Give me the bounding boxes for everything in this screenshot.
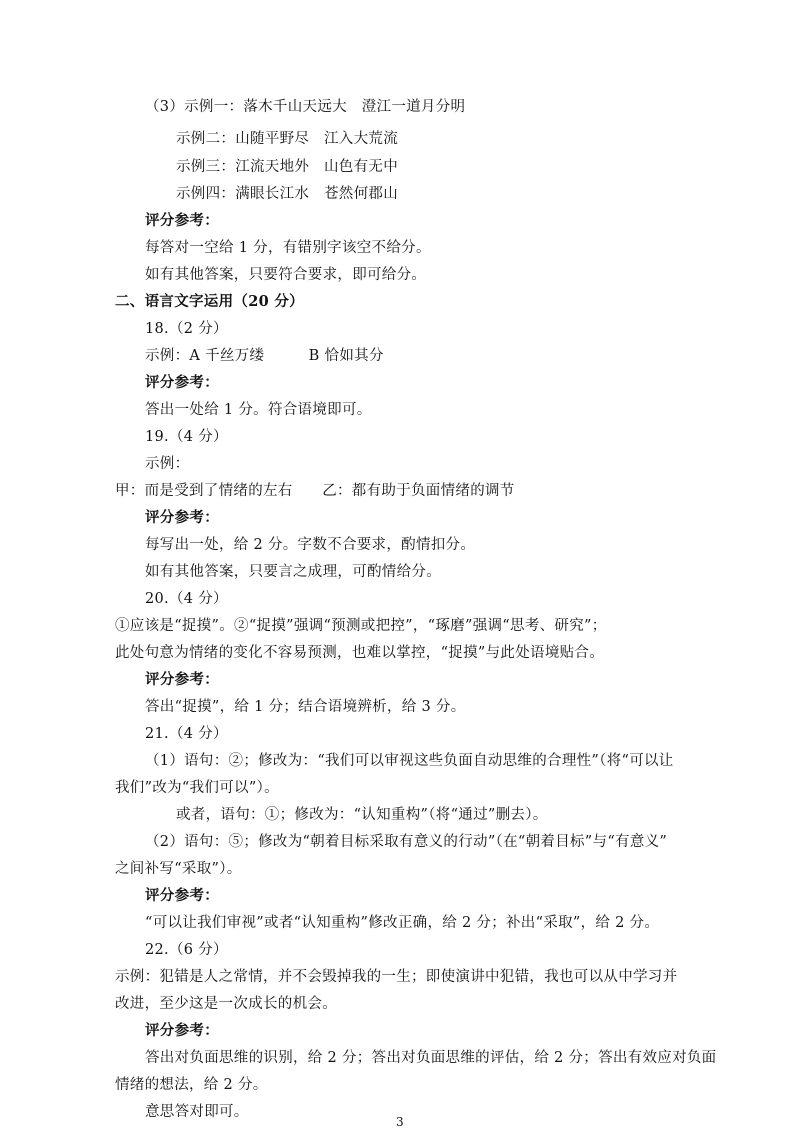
page-number: 3 — [396, 1115, 404, 1129]
q3-example-1: （3）示例一：落木千山天远大 澄江一道月分明 — [145, 99, 466, 115]
scoring-line: 每答对一空给 1 分，有错别字该空不给分。 — [145, 240, 431, 256]
answer-example-label: 示例： — [145, 456, 190, 472]
answer-text: 之间补写“采取”）。 — [115, 861, 242, 877]
answer-text: 示例：犯错是人之常情，并不会毁掉我的一生；即使演讲中犯错，我也可以从中学习并 — [115, 969, 678, 985]
answer-example: 甲：而是受到了情绪的左右 乙：都有助于负面情绪的调节 — [115, 483, 515, 499]
scoring-heading: 评分参考： — [145, 374, 219, 391]
scoring-line: 答出对负面思维的识别，给 2 分；答出对负面思维的评估，给 2 分；答出有效应对负面 — [145, 1050, 717, 1066]
scoring-heading: 评分参考： — [145, 212, 219, 229]
scoring-line: 情绪的想法，给 2 分。 — [115, 1077, 268, 1093]
answer-text: 或者，语句：①；修改为：“认知重构”（将“通过”删去）。 — [176, 807, 548, 823]
scoring-heading: 评分参考： — [145, 887, 219, 904]
scoring-line: 如有其他答案，只要符合要求，即可给分。 — [145, 267, 427, 283]
q3-example-4: 示例四：满眼长江水 苍然何郡山 — [176, 186, 398, 202]
answer-text: 此处句意为情绪的变化不容易预测，也难以掌控，“捉摸”与此处语境贴合。 — [115, 645, 605, 661]
scoring-line: 答出“捉摸”，给 1 分；结合语境辨析，给 3 分。 — [145, 699, 466, 715]
answer-text: （1）语句：②；修改为：“我们可以审视这些负面自动思维的合理性”（将“可以让 — [145, 753, 674, 769]
scoring-line: 答出一处给 1 分。符合语境即可。 — [145, 402, 372, 418]
scoring-line: 意思答对即可。 — [145, 1104, 249, 1120]
scoring-line: 每写出一处，给 2 分。字数不合要求，酌情扣分。 — [145, 537, 476, 553]
question-number: 18.（2 分） — [145, 321, 228, 337]
scoring-line: “可以让我们审视”或者“认知重构”修改正确，给 2 分；补出“采取”，给 2 分。 — [145, 915, 660, 931]
q3-example-3: 示例三：江流天地外 山色有无中 — [176, 159, 398, 175]
answer-text: ①应该是“捉摸”。②“捉摸”强调“预测或把控”，“琢磨”强调“思考、研究”； — [115, 618, 607, 634]
answer-text: （2）语句：⑤；修改为“朝着目标采取有意义的行动”（在“朝着目标”与“有意义” — [145, 834, 668, 850]
scoring-heading: 评分参考： — [145, 1022, 219, 1039]
scoring-heading: 评分参考： — [145, 671, 219, 688]
answer-text: 改进，至少这是一次成长的机会。 — [115, 996, 337, 1012]
question-number: 20.（4 分） — [145, 591, 228, 607]
question-number: 22.（6 分） — [145, 942, 228, 958]
answer-text: 我们”改为“我们可以”）。 — [115, 780, 279, 796]
scoring-line: 如有其他答案，只要言之成理，可酌情给分。 — [145, 564, 441, 580]
question-number: 21.（4 分） — [145, 726, 228, 742]
question-number: 19.（4 分） — [145, 429, 228, 445]
q3-example-2: 示例二：山随平野尽 江入大荒流 — [176, 131, 398, 147]
answer-example: 示例：A 千丝万缕 B 恰如其分 — [145, 348, 384, 364]
section-heading: 二、语言文字运用（20 分） — [115, 293, 304, 310]
scoring-heading: 评分参考： — [145, 509, 219, 526]
